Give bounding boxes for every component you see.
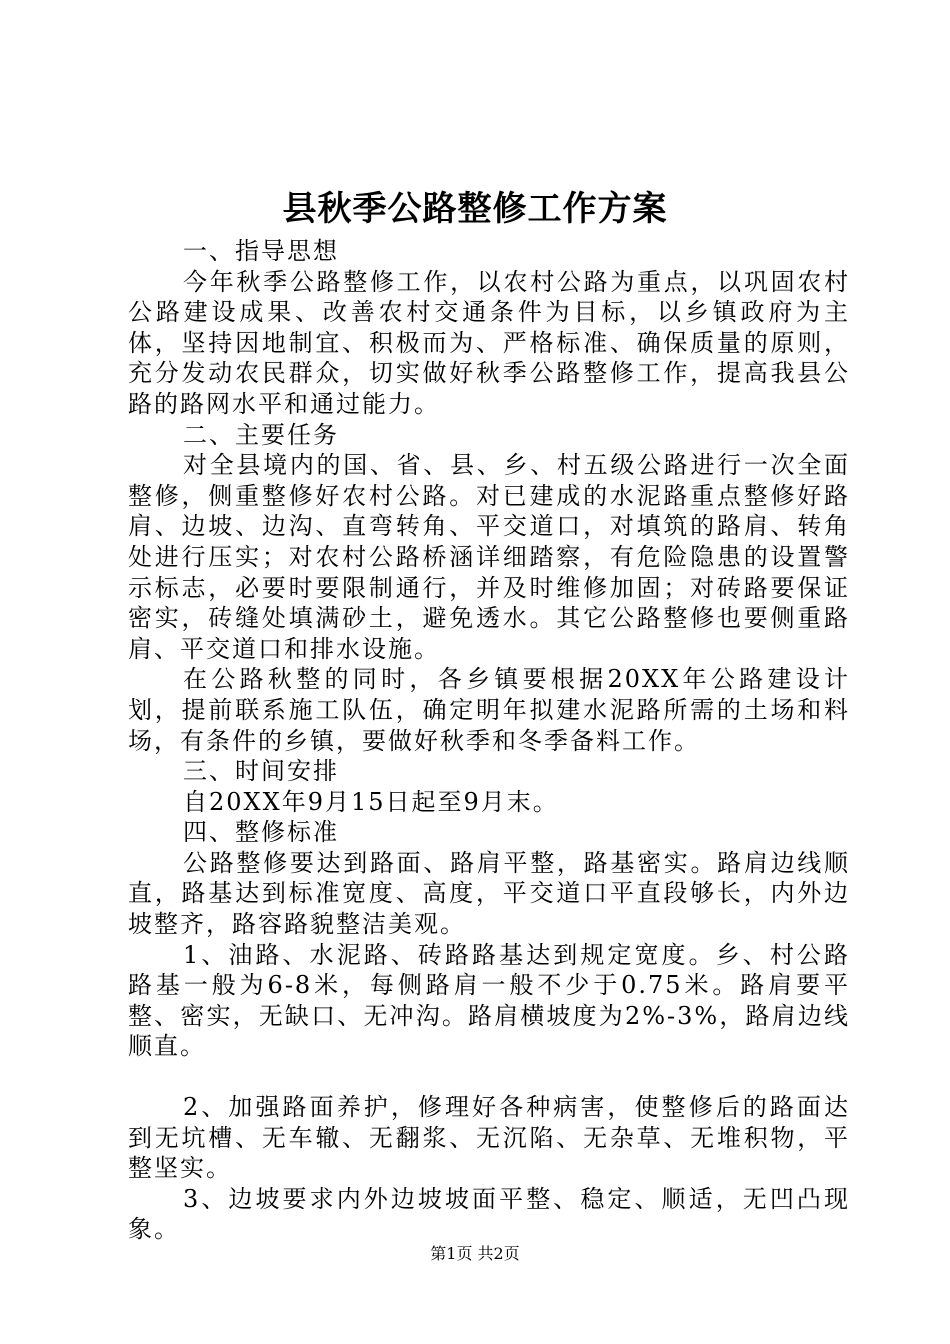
paragraph-standard-item-1: 1、油路、水泥路、砖路路基达到规定宽度。乡、村公路路基一般为6-8米，每侧路肩一般不少于0.75米。路肩要平整、密实，无缺口、无冲沟。路肩横坡度为2%-3%，路肩边线顺直。	[128, 940, 850, 1061]
paragraph-standard-item-3: 3、边坡要求内外边坡坡面平整、稳定、顺适，无凹凸现象。	[128, 1184, 850, 1244]
document-body	[128, 236, 850, 1245]
paragraph-standard-item-2: 2、加强路面养护，修理好各种病害，使整修后的路面达到无坑槽、无车辙、无翻浆、无沉陷、无杂草、无堆积物，平整坚实。	[128, 1093, 850, 1183]
paragraph-schedule: 自20XX年9月15日起至9月末。	[183, 787, 559, 816]
section-heading-main-tasks: 二、主要任务	[183, 420, 339, 449]
paragraph-guiding-ideology: 今年秋季公路整修工作，以农村公路为重点，以巩固农村公路建设成果、改善农村交通条件为目标，以乡镇政府为主体，坚持因地制宜、积极而为、严格标准、确保质量的原则，充分发动农民群众，切实做好秋季公路整修工作，提高我县公路的路网水平和通过能力。	[128, 267, 850, 418]
paragraph-construction-preparation: 在公路秋整的同时，各乡镇要根据20XX年公路建设计划，提前联系施工队伍，确定明年拟建水泥路所需的土场和料场，有条件的乡镇，要做好秋季和冬季备料工作。	[128, 665, 850, 755]
paragraph-main-tasks: 对全县境内的国、省、县、乡、村五级公路进行一次全面整修，侧重整修好农村公路。对已建成的水泥路重点整修好路肩、边坡、边沟、直弯转角、平交道口，对填筑的路肩、转角处进行压实；对农村公路桥涵详细踏察，有危险隐患的设置警示标志，必要时要限制通行，并及时维修加固；对砖路要保证密实，砖缝处填满砂土，避免透水。其它公路整修也要侧重路肩、平交道口和排水设施。	[128, 451, 850, 663]
page-footer: 第1页 共2页	[430, 1244, 520, 1263]
section-heading-schedule: 三、时间安排	[183, 757, 339, 786]
section-heading-standards: 四、整修标准	[183, 818, 339, 847]
paragraph-standards: 公路整修要达到路面、路肩平整，路基密实。路肩边线顺直，路基达到标准宽度、高度，平交道口平直段够长，内外边坡整齐，路容路貌整洁美观。	[128, 848, 850, 939]
document-title: 县秋季公路整修工作方案	[282, 189, 668, 229]
section-heading-guiding-ideology: 一、指导思想	[183, 237, 339, 265]
